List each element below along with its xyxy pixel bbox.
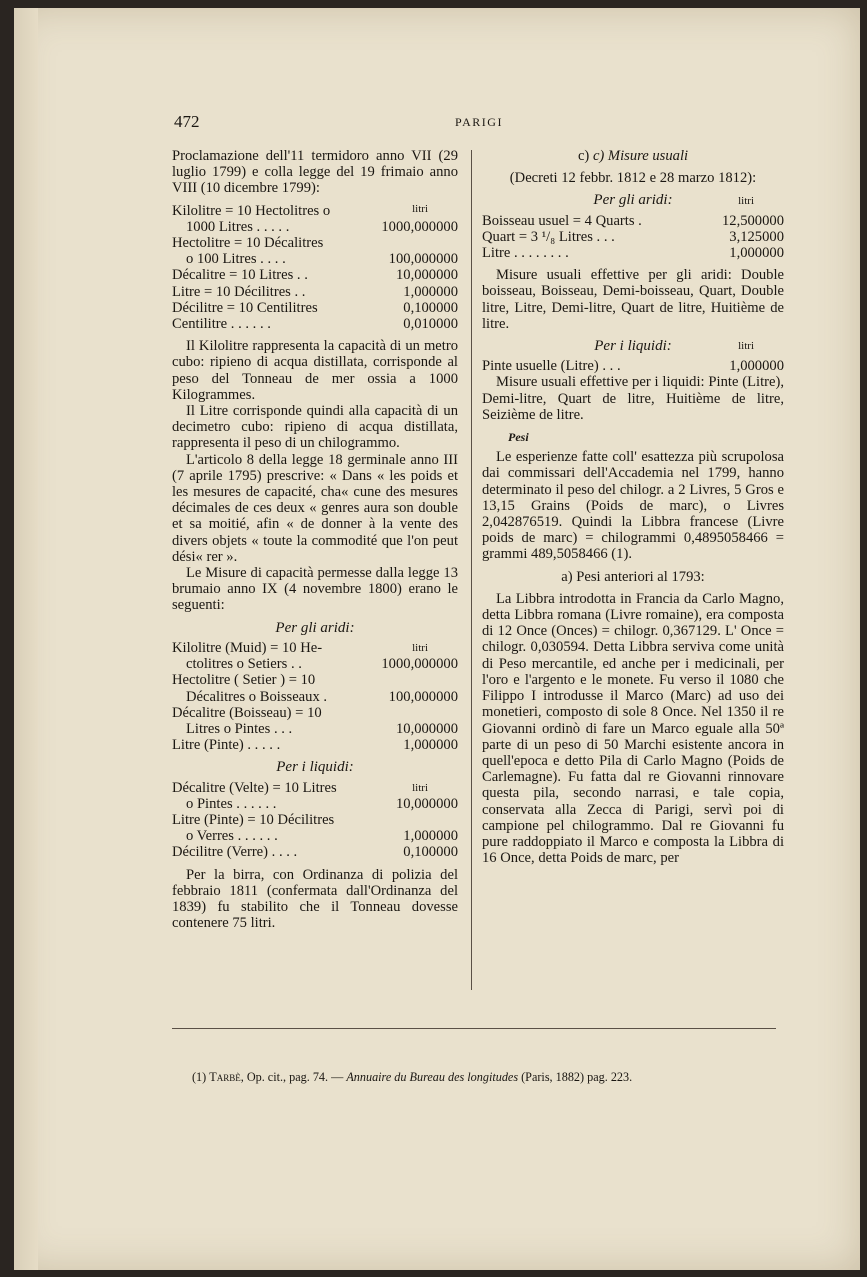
table-row <box>172 656 458 672</box>
measure-value: 12,500000 <box>721 212 784 229</box>
footnote-number: (1) <box>192 1070 207 1084</box>
measure-label: Décalitre (Velte) = 10 Litres <box>172 779 337 796</box>
measure-value: 0,010000 <box>403 316 458 333</box>
measure-value: 10,000000 <box>395 267 458 284</box>
footnote-author: Tarbè <box>209 1070 241 1084</box>
measure-value: 1,000000 <box>729 245 784 262</box>
measure-value: 0,100000 <box>403 844 458 861</box>
measure-label: Litre = 10 Décilitres . . <box>172 283 306 300</box>
table-row <box>482 229 784 245</box>
measure-value: 3,125000 <box>729 228 784 245</box>
subheading-liquidi: Per i liquidi: <box>276 759 354 776</box>
measure-label: Hectolitre ( Setier ) = 10 <box>172 672 316 689</box>
paragraph-articolo: L'articolo 8 della legge 18 germinale anno III (7 aprile 1795) prescrive: « Dans « les poids et les mesures de capacité, cha« cune des mesures décimales de ces deux « genres aura son double et sa moitié, afin « de donner à la vente des divers objets « toute la commodité que l'on peut dési« rer ». <box>172 451 458 565</box>
table-row <box>172 828 458 844</box>
measure-label: Litre (Pinte) . . . . . <box>172 737 281 754</box>
section-a-title: a) Pesi anteriori al 1793: <box>561 568 705 585</box>
right-column: c) c) Misure usuali (Decreti 12 febbr. 1812 e 28 marzo 1812): Per gli aridi: litri Boisseau usuel = 4 Quarts . 12,500000 Quart = 3 ¹/₈ Litres . . . 3,125000 Litre . . . . . . . . 1,000000 Misure usuali effettive per gli aridi: Double boisseau, Boisseau, Demi-boisseau, Quart, Double litre, Litre, Demi-litre, Quart de litre, Huitième de litre. Per i liquidi: litri Pinte usuelle (Litre) . . . 1,000000 Misure usuali effettive per i liquidi: Pinte (Litre), Demi-litre, Quart de litre, Huitième de litre, Seizième de litre. Pesi Le esperienze fatte coll' esattezza più scrupolosa dai commissari dell'Accademia nel 1799, hanno determinato il peso del chilogr. a 2 Livres, 5 Gros e 13,15 Grains (Poids de marc), o Livres 2,042876519. Quindi la Libbra francese (Livre poids de marc) = chilogrammi 0,4895058466 = grammi 489,5058466 (1). a) Pesi anteriori al 1793: La Libbra introdotta in Francia da Carlo Magno, detta Libbra romana (Livre romaine), era composta di 12 Once (Onces) = chilogr. 0,367129. L' Once = chilogr. 0,030594. Detta Libbra serviva come unità di Peso mercantile, ed anche per i medicinali, per l'oro e l'argento e le monete. Fu verso il 1080 che Filippo I introdusse il Marco (Marc) ad uso dei monetieri, composto di sole 8 Once. Nel 1350 il re Giovanni ordinò di fare un Marco eguale alla 50ª parte di un peso di 50 Marchi esistente ancora in quell'epoca e detto Pila di Carlo Magno (Poids de Carlemagne). Fu fatta dal re Giovanni rinnovare questa pila, secondo narrasi, e tale copia, conservata alla Zecca di Parigi, servì poi di campione pel chilogrammo. Dal re Giovanni fu pure raddoppiato il Marco e composta la Libbra di 16 Once, detta Poids de marc, per <box>482 148 784 867</box>
measure-label: Boisseau usuel = 4 Quarts . <box>482 212 642 229</box>
paragraph-aridi-effettive: Misure usuali effettive per gli aridi: Double boisseau, Boisseau, Demi-boisseau, Quart, Double litre, Litre, Demi-litre, Quart de litre, Huitième de litre. <box>482 267 784 332</box>
measure-label: Décalitre = 10 Litres . . <box>172 267 308 284</box>
table-row <box>172 284 458 300</box>
table-row <box>172 235 458 251</box>
measure-label: Hectolitre = 10 Décalitres <box>172 235 324 252</box>
measure-value: 1,000000 <box>403 828 458 845</box>
page-header <box>174 112 784 134</box>
measure-label: Décalitres o Boisseaux . <box>186 688 328 705</box>
paragraph-litre: Il Litre corrisponde quindi alla capacità di un decimetro cubo: ripieno di acqua distillata, rappresenta il peso di un chilogrammo. <box>172 403 458 452</box>
table-row <box>172 267 458 283</box>
measure-label: Quart = 3 ¹/₈ Litres . . . <box>482 228 615 245</box>
measure-value: 1,000000 <box>729 358 784 375</box>
page-number: 472 <box>174 112 200 131</box>
measure-label: Kilolitre (Muid) = 10 He- <box>172 639 323 656</box>
table-aridi <box>172 640 458 753</box>
decreti-line: (Decreti 12 febbr. 1812 e 28 marzo 1812): <box>509 170 757 187</box>
measure-value: 100,000000 <box>388 688 458 705</box>
table-row <box>172 300 458 316</box>
measure-label: o Pintes . . . . . . <box>186 795 277 812</box>
measure-value: 1,000000 <box>403 737 458 754</box>
paragraph-kilolitre: Il Kilolitre rappresenta la capacità di un metro cubo: ripieno di acqua distillata, corrisponde al peso del Tonneau de mer ossia a 1000 Kilogrammes. <box>172 338 458 403</box>
column-divider <box>471 150 472 990</box>
section-c-title: c) c) Misure usuali <box>577 148 689 164</box>
measure-label: o Verres . . . . . . <box>186 828 278 845</box>
section-pesi-heading: Pesi <box>508 430 529 445</box>
table-row <box>172 251 458 267</box>
subheading-liquidi-usuali: Per i liquidi: <box>594 338 672 355</box>
measure-label: Décilitre (Verre) . . . . <box>172 844 298 861</box>
measure-label: Kilolitre = 10 Hectolitres o <box>172 202 331 219</box>
measure-value: 10,000000 <box>395 795 458 812</box>
table-row <box>172 721 458 737</box>
left-column: Proclamazione dell'11 termidoro anno VII (29 luglio 1799) e colla legge del 19 frimaio anno VIII (10 dicembre 1799): litri Kilolitre = 10 Hectolitres o 1000 Litres . . . . . 1000,000000 Hectolitre = 10 Décalitres o 100 Litres . . . . 100,000000 Décalitre = 10 Litres . . 10,000000 Litre = 10 Décilitres . . 1,000000 Décilitre = 10 Centilitres 0,100000 Centilitre . . . . . . 0,010000 Il Kilolitre rappresenta la capacità di un metro cubo: ripieno di acqua distillata, corrisponde al peso del Tonneau de mer ossia a 1000 Kilogrammes. Il Litre corrisponde quindi alla capacità di un decimetro cubo: ripieno di acqua distillata, rappresenta il peso di un chilogrammo. L'articolo 8 della legge 18 germinale anno III (7 aprile 1795) prescrive: « Dans « les poids et les mesures de capacité, cha« cune des mesures décimales de ces deux « genres aura son double et sa moitié, afin « de donner à la vente des divers objets « toute la commodité que l'on peut dési« rer ». Le Misure di capacità permesse dalla legge 13 brumaio anno IX (4 novembre 1800) erano le seguenti: Per gli aridi: litri Kilolitre (Muid) = 10 He- ctolitres o Setiers . . 1000,000000 Hectolitre ( Setier ) = 10 Décalitres o Boisseaux . 100,000000 Décalitre (Boisseau) = 10 Litres o Pintes . . . 10,000000 Litre (Pinte) . . . . . 1,000000 Per i liquidi: litri Décalitre (Velte) = 10 Litres o Pintes . . . . . . 10,000000 Litre (Pinte) = 10 Décilitres o Verres . . . . . . 1,000000 Décilitre (Verre) . . . . 0,100000 Per la birra, con Ordinanza di polizia del febbraio 1811 (confermata dall'Ordinanza del 1839) fu stabilito che il Tonneau dovesse contenere 75 litri. <box>172 148 458 932</box>
table-aridi-usuali <box>482 213 784 262</box>
measure-value: 1000,000000 <box>381 656 458 673</box>
measure-label: ctolitres o Setiers . . <box>186 656 302 673</box>
page-binding-edge <box>14 8 38 1270</box>
table-row <box>172 316 458 332</box>
measure-label: Litre (Pinte) = 10 Décilitres <box>172 811 335 828</box>
table-row <box>172 812 458 828</box>
measure-label: Litre . . . . . . . . <box>482 245 569 262</box>
footnote-tail: (Paris, 1882) pag. 223. <box>521 1070 633 1084</box>
subheading-aridi: Per gli aridi: <box>275 619 355 636</box>
measure-value: 10,000000 <box>395 720 458 737</box>
intro-paragraph: Proclamazione dell'11 termidoro anno VII (29 luglio 1799) e colla legge del 19 frimaio anno VIII (10 dicembre 1799): <box>172 148 458 197</box>
footnote-rule <box>172 1028 776 1029</box>
table-row <box>172 672 458 688</box>
measure-label: Centilitre . . . . . . <box>172 316 271 333</box>
paragraph-liquidi-effettive: Misure usuali effettive per i liquidi: Pinte (Litre), Demi-litre, Quart de litre, Huitième de litre, Seizième de litre. <box>482 374 784 423</box>
footnote-title: Annuaire du Bureau des longitudes <box>346 1070 519 1084</box>
table-row <box>172 219 458 235</box>
table-row <box>172 844 458 860</box>
paragraph-misure-permesse: Le Misure di capacità permesse dalla legge 13 brumaio anno IX (4 novembre 1800) erano le seguenti: <box>172 565 458 614</box>
table-liquidi-usuali <box>482 358 784 374</box>
subheading-aridi-usuali: Per gli aridi: <box>593 192 673 209</box>
table-row <box>482 245 784 261</box>
measure-label: Décilitre = 10 Centilitres <box>172 299 318 316</box>
table-row <box>482 358 784 374</box>
measure-label: Pinte usuelle (Litre) . . . <box>482 358 621 375</box>
measure-value: 100,000000 <box>388 251 458 268</box>
measure-value: 0,100000 <box>403 299 458 316</box>
measure-label: Décalitre (Boisseau) = 10 <box>172 704 322 721</box>
paragraph-esperienze: Le esperienze fatte coll' esattezza più scrupolosa dai commissari dell'Accademia nel 1799, hanno determinato il peso del chilogr. a 2 Livres, 5 Gros e 13,15 Grains (Poids de marc), o Livres 2,042876519. Quindi la Libbra francese (Livre poids de marc) = chilogrammi 0,4895058466 = grammi 489,5058466 (1). <box>482 449 784 563</box>
capacity-table-metric <box>172 203 458 333</box>
table-row <box>482 213 784 229</box>
measure-label: o 100 Litres . . . . <box>186 251 286 268</box>
paragraph-birra: Per la birra, con Ordinanza di polizia del febbraio 1811 (confermata dall'Ordinanza del 1839) fu stabilito che il Tonneau dovesse contenere 75 litri. <box>172 866 458 932</box>
measure-label: Litres o Pintes . . . <box>186 720 293 737</box>
measure-label: 1000 Litres . . . . . <box>186 218 290 235</box>
table-row <box>172 796 458 812</box>
measure-value: 1000,000000 <box>381 218 458 235</box>
measure-value: 1,000000 <box>403 283 458 300</box>
footnote <box>192 1070 792 1085</box>
table-row <box>172 689 458 705</box>
paragraph-libbra: La Libbra introdotta in Francia da Carlo Magno, detta Libbra romana (Livre romaine), era composta di 12 Once (Onces) = chilogr. 0,367129. L' Once = chilogr. 0,030594. Detta Libbra serviva come unità di Peso mercantile, ed anche per i medicinali, per l'oro e l'argento e le monete. Fu verso il 1080 che Filippo I introdusse il Marco (Marc) ad uso dei monetieri, composto di sole 8 Once. Nel 1350 il re Giovanni ordinò di fare un Marco eguale alla 50ª parte di un peso di 50 Marchi esistente ancora in quell'epoca e detto Pila di Carlo Magno (Poids de Carlemagne). Fu fatta dal re Giovanni rinnovare questa pila, secondo narrasi, e tale copia, conservata alla Zecca di Parigi, servì poi di campione pel chilogrammo. Dal re Giovanni fu pure raddoppiato il Marco e composta la Libbra di 16 Once, detta Poids de marc, per <box>482 590 784 867</box>
running-head: PARIGI <box>455 115 503 129</box>
footnote-ref: , Op. cit., pag. 74. — <box>240 1070 344 1084</box>
table-row <box>172 705 458 721</box>
table-row <box>172 737 458 753</box>
